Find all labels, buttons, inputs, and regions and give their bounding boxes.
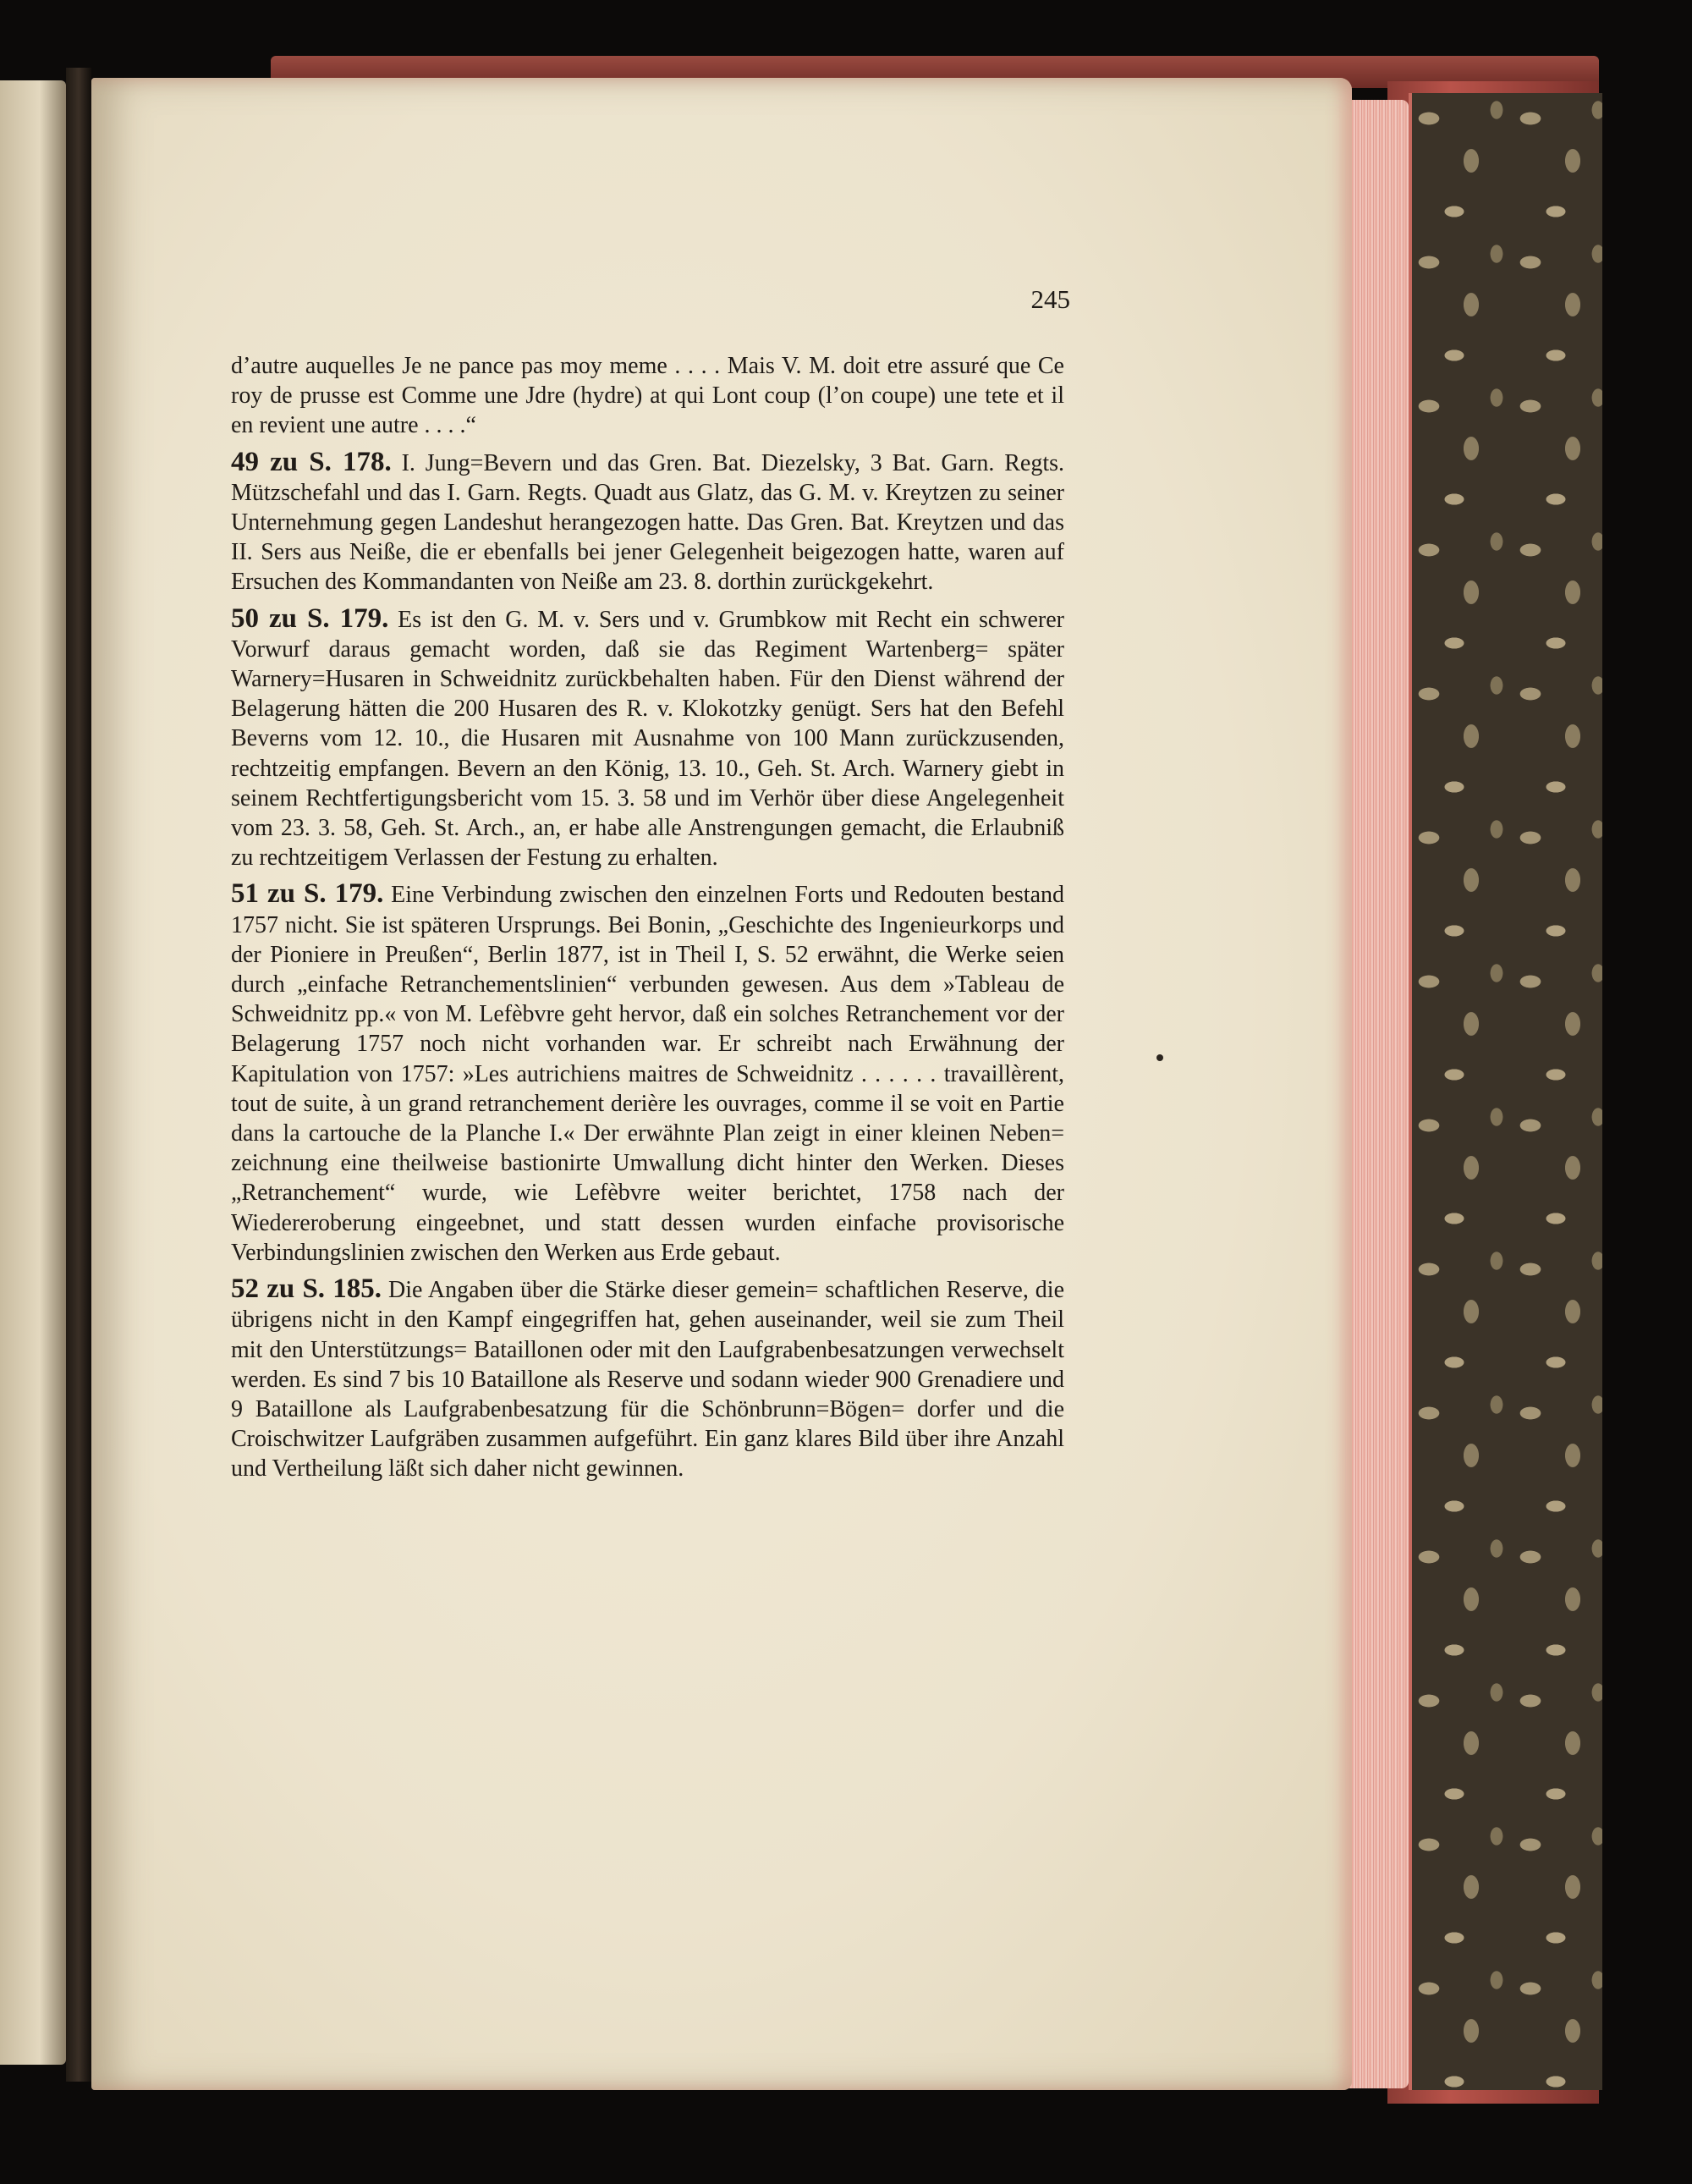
note-text: I. Jung=Bevern und das Gren. Bat. Diezelsky, 3 Bat. Garn. Regts. Mützschefahl und das I. Garn. Regts. Quadt aus Glatz, das G. M. v. Kreytzen zu seiner Unternehmung gegen Landeshut herangezogen hatte. Das Gren. Bat. Kreytzen und das II. Sers aus Neiße, die er ebenfalls bei jener Gelegenheit beigezogen hatte, waren auf Ersuchen des Kommandanten von Neiße am 23. 8. dorthin zurückgekehrt. [231, 449, 1065, 596]
note-text: Es ist den G. M. v. Sers und v. Grumbkow mit Recht ein schwerer Vorwurf daraus gemacht worden, daß sie das Regiment Wartenberg= später Warnery=Husaren in Schweidnitz zurückbehalten haben. Für den Dienst während der Belagerung hätten die 200 Husaren des R. v. Klokotzky genügt. Sers hat den Befehl Beverns vom 12. 10., die Husaren mit Ausnahme von 100 Mann zurückzusenden, rechtzeitig empfangen. Bevern an den König, 13. 10., Geh. St. Arch. Warnery giebt in seinem Rechtfertigungsbericht vom 15. 3. 58 und im Verhör über diese Angelegenheit vom 23. 3. 58, Geh. St. Arch., an, er habe alle Anstrengungen gemacht, die Erlaubniß zu rechtzeitigem Verlassen der Festung zu erhalten. [231, 606, 1064, 872]
intro-text: d’autre auquelles Je ne pance pas moy meme . . . . Mais V. M. doit etre assuré que Ce roy de prusse est Comme une Jdre (hydre) at qui Lont coup (l’on coupe) une tete et il en revient une autre . . . .“ [231, 353, 1064, 439]
marbled-cover [1409, 93, 1602, 2090]
note-number: 50 zu S. 179. [231, 602, 389, 634]
note-50 [231, 604, 1064, 873]
intro-paragraph [231, 351, 1064, 441]
note-text: Eine Verbindung zwischen den einzelnen Forts und Redouten bestand 1757 nicht. Sie ist späteren Ursprungs. Bei Bonin, „Geschichte des Ingenieurkorps und der Pioniere in Preußen“, Berlin 1877, ist in Theil I, S. 52 erwähnt, die Werke seien durch „einfache Retranchementslinien“ verbunden gewesen. Aus dem »Tableau de Schweidnitz pp.« von M. Lefèbvre geht hervor, daß ein solches Retranchement vor der Belagerung 1757 noch nicht vorhanden war. Er schreibt nach Erwähnung der Kapitulation von 1757: »Les autrichiens maitres de Schweidnitz . . . . . . travaillèrent, tout de suite, à un grand retranchement derière les ouvrages, comme il se voit en Partie dans la cartouche de la Planche I.« Der erwähnte Plan zeigt in einer kleinen Neben= zeichnung eine theilweise bastionirte Umwallung dicht hinter den Werken. Dieses „Retranchement“ wurde, wie Lefèbvre weiter berichtet, 1758 nach der Wiedereroberung eingeebnet, und statt dessen wurden einfache provisorische Verbindungslinien zwischen den Werken aus Erde gebaut. [231, 882, 1064, 1266]
note-52 [231, 1274, 1064, 1483]
facing-page-edge [0, 80, 66, 2065]
page-number: 245 [1030, 284, 1070, 314]
note-text: Die Angaben über die Stärke dieser gemein= schaftlichen Reserve, die übrigens nicht in den Kampf eingegriffen hat, gehen auseinander, weil sie zum Theil mit den Unterstützungs= Bataillonen oder mit den Laufgrabenbesatzungen verwechselt werden. Es sind 7 bis 10 Bataillone als Reserve und sodann wieder 900 Grenadiere und 9 Bataillone als Laufgrabenbesatzung für die Schönbrunn=Bögen= dorfer und die Croischwitzer Laufgräben zusammen aufgeführt. Ein ganz klares Bild über ihre Anzahl und Vertheilung läßt sich daher nicht gewinnen. [231, 1277, 1065, 1483]
note-51 [231, 879, 1064, 1268]
book-gutter [66, 68, 91, 2082]
page-body [231, 351, 1064, 1491]
note-49 [231, 448, 1064, 597]
ink-spot [1156, 1054, 1163, 1061]
note-number: 52 zu S. 185. [231, 1274, 382, 1305]
note-number: 49 zu S. 178. [231, 446, 392, 477]
note-number: 51 zu S. 179. [231, 878, 384, 910]
